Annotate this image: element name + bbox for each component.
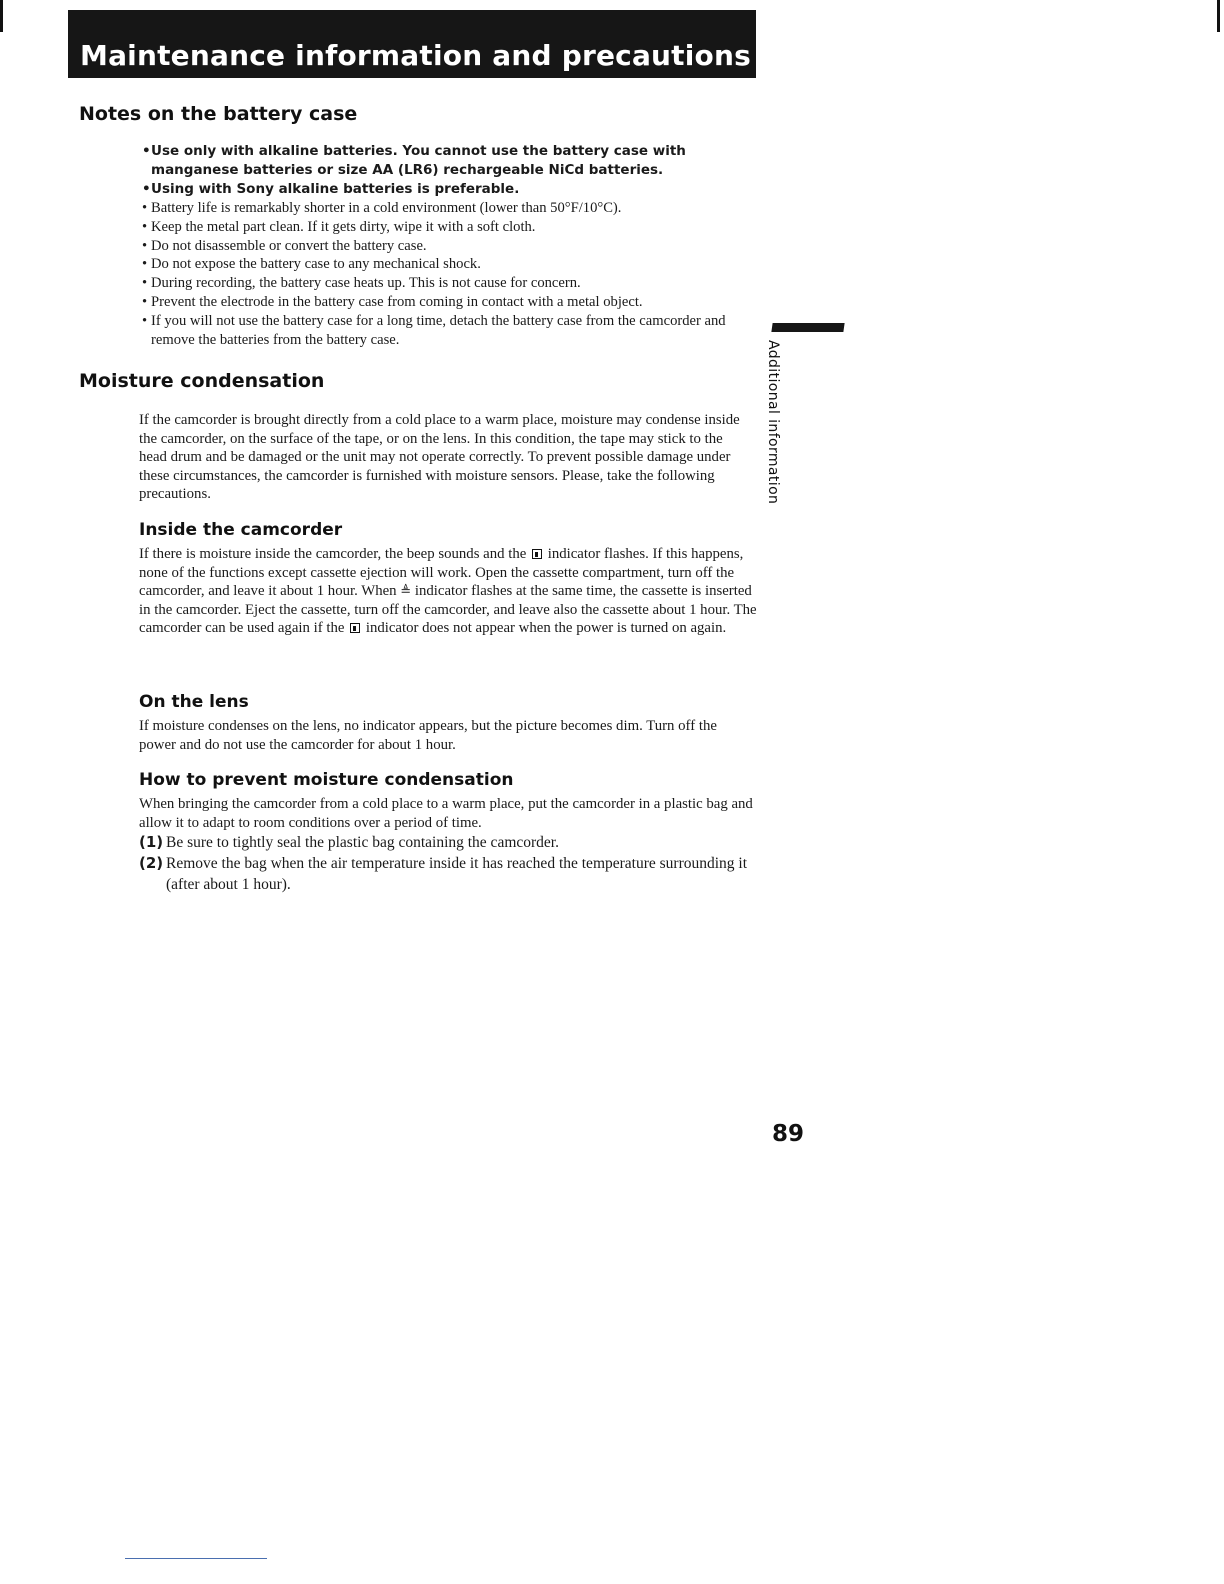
inside-text-1: If there is moisture inside the camcorder, the beep sounds and the [139, 546, 527, 562]
moisture-indicator-icon [350, 623, 360, 633]
section-tab-bar [771, 323, 844, 332]
step-number: (1) [139, 833, 164, 851]
inside-text-3: indicator flashes at the same time, the cassette is inserted in the camcorder. Eject the cassette, turn off the camcorder, and leave also the cassette about 1 hour. The camcorder can be used again if the [139, 583, 757, 637]
battery-case-heading: Notes on the battery case [79, 103, 358, 125]
prevent-text: When bringing the camcorder from a cold place to a warm place, put the camcorder in a plastic bag and allow it to adapt to room conditions over a period of time. [139, 796, 753, 831]
eject-icon: ≜ [400, 583, 412, 599]
right-edge-mark [1217, 0, 1220, 32]
list-item: • Using with Sony alkaline batteries is preferable. [142, 180, 752, 199]
bottom-rule [125, 1558, 267, 1559]
left-edge-mark [0, 0, 3, 32]
step-text: Be sure to tightly seal the plastic bag containing the camcorder. [166, 834, 559, 851]
page-number: 89 [772, 1121, 805, 1147]
section-side-label: Additional information [765, 340, 781, 505]
list-item: • Prevent the electrode in the battery case from coming in contact with a metal object. [142, 293, 752, 312]
inside-text-2: indicator flashes. If this happens, none of the functions except cassette ejection will work. Open the cassette compartment, turn off the camcorder, and leave it about 1 hour. When [139, 546, 744, 600]
lens-text: If moisture condenses on the lens, no indicator appears, but the picture becomes dim. Turn off the power and do not use the camcorder for about 1 hour. [139, 718, 717, 753]
page-title-bar [68, 10, 756, 78]
list-item: • Battery life is remarkably shorter in a cold environment (lower than 50°F/10°C). [142, 199, 752, 218]
prevent-heading: How to prevent moisture condensation [139, 770, 514, 790]
inside-camcorder-text [139, 545, 761, 638]
moisture-indicator-icon [532, 549, 542, 559]
moisture-heading: Moisture condensation [79, 370, 325, 392]
battery-notes-list [142, 142, 752, 350]
page-title: Maintenance information and precautions [80, 39, 751, 72]
prevent-steps [139, 832, 759, 895]
list-item: • Do not disassemble or convert the battery case. [142, 237, 752, 256]
list-item: • If you will not use the battery case for a long time, detach the battery case from the camcorder and remove the batteries from the battery case. [142, 312, 752, 350]
list-item [139, 832, 759, 853]
inside-camcorder-heading: Inside the camcorder [139, 520, 343, 540]
list-item [139, 853, 759, 895]
list-item: • Use only with alkaline batteries. You cannot use the battery case with manganese batteries or size AA (LR6) rechargeable NiCd batteries. [142, 142, 752, 180]
list-item: • Do not expose the battery case to any mechanical shock. [142, 255, 752, 274]
moisture-intro: If the camcorder is brought directly from a cold place to a warm place, moisture may condense inside the camcorder, on the surface of the tape, or on the lens. In this condition, the tape may stick to the head drum and be damaged or the unit may not operate correctly. To prevent possible damage under these circumstances, the camcorder is furnished with moisture sensors. Please, take the following precautions. [139, 412, 740, 503]
list-item: • During recording, the battery case heats up. This is not cause for concern. [142, 274, 752, 293]
step-number: (2) [139, 854, 164, 872]
list-item: • Keep the metal part clean. If it gets dirty, wipe it with a soft cloth. [142, 218, 752, 237]
lens-heading: On the lens [139, 692, 249, 712]
step-text: Remove the bag when the air temperature inside it has reached the temperature surrounding it (after about 1 hour). [166, 855, 748, 893]
inside-text-4: indicator does not appear when the power is turned on again. [365, 620, 727, 637]
